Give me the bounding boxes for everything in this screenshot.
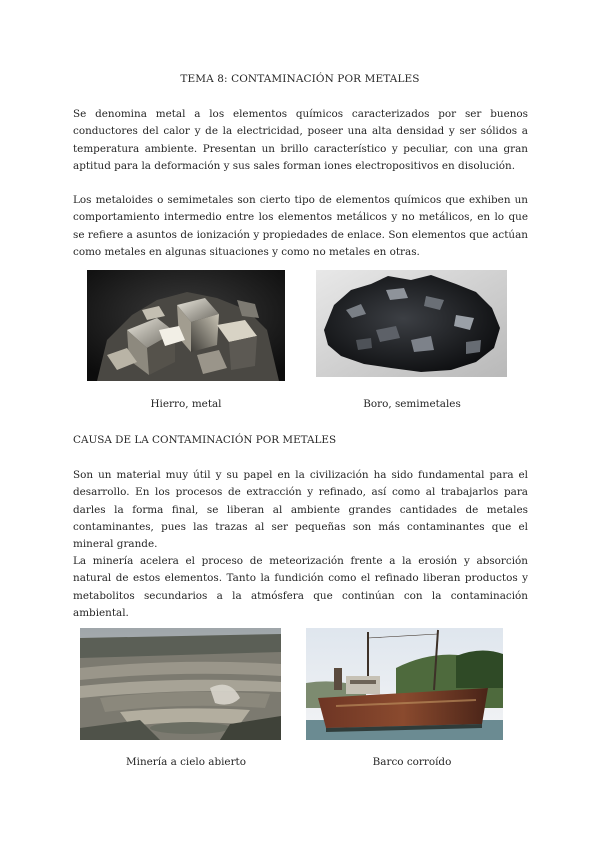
paragraph-mining: La minería acelera el proceso de meteorización frente a la erosión y absorción natural de estos elementos. Tanto la fundición como el refinado liberan productos y metabolitos secundarios a la atmósfera que continúan con la contaminación ambiental. xyxy=(73,555,528,619)
section-heading: CAUSA DE LA CONTAMINACIÓN POR METALES xyxy=(73,434,337,446)
iron-caption: Hierro, metal xyxy=(150,398,222,410)
paragraph-metalloids: Los metaloides o semimetales son cierto tipo de elementos químicos que exhiben un comportamiento intermedio entre los elementos metálicos y no metálicos, en lo que se refiere a asuntos de ionización y propiedades de enlace. Son elementos que actúan como metales en algunas situaciones y como no metales en otras. xyxy=(73,194,528,258)
boron-semimetal-photo xyxy=(316,270,507,377)
mine-caption: Minería a cielo abierto xyxy=(126,756,246,768)
paragraph-metal-definition: Se denomina metal a los elementos químicos caracterizados por ser buenos conductores del calor y de la electricidad, poseer una alta densidad y ser sólidos a temperatura ambiente. Presentan un brillo característico y peculiar, con una gran aptitud para la deformación y sus sales forman iones electropositivos en disolución. xyxy=(73,108,528,172)
page-title: TEMA 8: CONTAMINACIÓN POR METALES xyxy=(180,73,420,85)
boron-caption: Boro, semimetales xyxy=(363,398,461,410)
paragraph-contamination-cause: Son un material muy útil y su papel en la civilización ha sido fundamental para el desarrollo. En los procesos de extracción y refinado, así como al trabajarlos para darles la forma final, se liberan al ambiente grandes cantidades de metales contaminantes, pues las trazas al ser pequeñas son más contaminantes que el mineral grande. xyxy=(73,469,528,551)
ship-caption: Barco corroído xyxy=(372,756,452,768)
corroded-ship-photo xyxy=(306,628,503,740)
open-pit-mine-photo xyxy=(80,628,281,740)
iron-metal-photo xyxy=(87,270,285,381)
